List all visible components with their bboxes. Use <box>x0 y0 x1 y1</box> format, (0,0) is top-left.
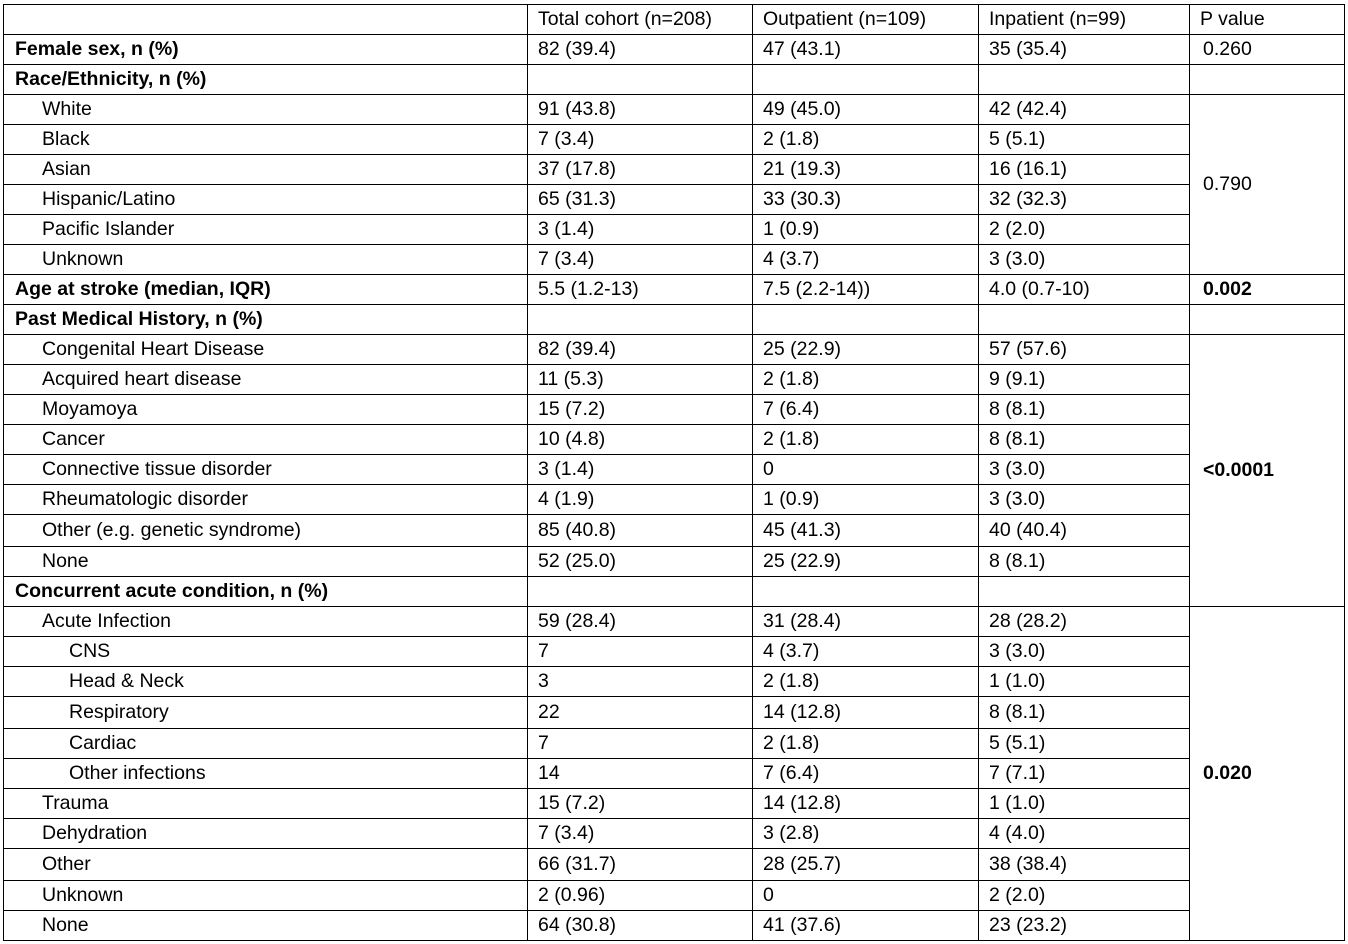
cell-inpatient <box>979 65 1190 95</box>
cell-outpatient: 0 <box>753 455 979 485</box>
cell-outpatient: 7 (6.4) <box>753 395 979 425</box>
section-label: Past Medical History, n (%) <box>4 305 528 335</box>
row-label: Respiratory <box>4 697 528 729</box>
cell-inpatient: 4 (4.0) <box>979 819 1190 849</box>
cell-inpatient: 5 (5.1) <box>979 729 1190 759</box>
cell-outpatient <box>753 577 979 607</box>
table-row <box>4 547 1345 577</box>
row-label: CNS <box>4 637 528 667</box>
cell-outpatient: 1 (0.9) <box>753 215 979 245</box>
cell-outpatient: 7 (6.4) <box>753 759 979 789</box>
cell-total: 82 (39.4) <box>528 35 753 65</box>
cell-total: 7 (3.4) <box>528 125 753 155</box>
header-cell-label <box>4 5 528 35</box>
row-label: Trauma <box>4 789 528 819</box>
cell-inpatient: 1 (1.0) <box>979 667 1190 697</box>
cell-total: 7 (3.4) <box>528 819 753 849</box>
cell-inpatient: 3 (3.0) <box>979 455 1190 485</box>
cell-total: 15 (7.2) <box>528 789 753 819</box>
cell-pvalue-pmh: <0.0001 <box>1190 335 1345 607</box>
cell-inpatient: 3 (3.0) <box>979 485 1190 515</box>
row-label: Age at stroke (median, IQR) <box>4 275 528 305</box>
cell-inpatient: 40 (40.4) <box>979 515 1190 547</box>
table-row <box>4 95 1345 125</box>
row-label: None <box>4 911 528 941</box>
table-row <box>4 425 1345 455</box>
table-row <box>4 185 1345 215</box>
cell-inpatient: 5 (5.1) <box>979 125 1190 155</box>
cell-total <box>528 305 753 335</box>
cell-total: 7 <box>528 637 753 667</box>
cell-inpatient: 28 (28.2) <box>979 607 1190 637</box>
row-label: Pacific Islander <box>4 215 528 245</box>
cell-total: 5.5 (1.2-13) <box>528 275 753 305</box>
cell-total <box>528 65 753 95</box>
header-cell-pvalue: P value <box>1190 5 1345 35</box>
cell-inpatient: 2 (2.0) <box>979 215 1190 245</box>
cell-outpatient: 21 (19.3) <box>753 155 979 185</box>
table-row <box>4 65 1345 95</box>
cell-outpatient: 25 (22.9) <box>753 547 979 577</box>
cell-inpatient: 35 (35.4) <box>979 35 1190 65</box>
row-label: Cardiac <box>4 729 528 759</box>
row-label: Other (e.g. genetic syndrome) <box>4 515 528 547</box>
cell-inpatient <box>979 577 1190 607</box>
table-row <box>4 155 1345 185</box>
cell-inpatient: 32 (32.3) <box>979 185 1190 215</box>
cell-inpatient: 23 (23.2) <box>979 911 1190 941</box>
section-label: Race/Ethnicity, n (%) <box>4 65 528 95</box>
row-label: Other <box>4 849 528 881</box>
table-row <box>4 125 1345 155</box>
table-row <box>4 697 1345 729</box>
cell-outpatient <box>753 65 979 95</box>
cell-total: 4 (1.9) <box>528 485 753 515</box>
cell-total: 66 (31.7) <box>528 849 753 881</box>
cell-outpatient: 49 (45.0) <box>753 95 979 125</box>
table-row <box>4 335 1345 365</box>
cell-total: 10 (4.8) <box>528 425 753 455</box>
cell-inpatient <box>979 305 1190 335</box>
cell-total: 37 (17.8) <box>528 155 753 185</box>
table-row <box>4 455 1345 485</box>
cell-outpatient: 2 (1.8) <box>753 125 979 155</box>
cell-total: 3 <box>528 667 753 697</box>
cell-total: 2 (0.96) <box>528 881 753 911</box>
cell-outpatient: 3 (2.8) <box>753 819 979 849</box>
row-label: Other infections <box>4 759 528 789</box>
cell-outpatient: 1 (0.9) <box>753 485 979 515</box>
row-label: Female sex, n (%) <box>4 35 528 65</box>
cell-total: 65 (31.3) <box>528 185 753 215</box>
cell-pvalue <box>1190 305 1345 335</box>
cell-inpatient: 1 (1.0) <box>979 789 1190 819</box>
header-cell-total: Total cohort (n=208) <box>528 5 753 35</box>
cell-inpatient: 42 (42.4) <box>979 95 1190 125</box>
cell-outpatient: 2 (1.8) <box>753 729 979 759</box>
cell-total: 91 (43.8) <box>528 95 753 125</box>
row-label: Connective tissue disorder <box>4 455 528 485</box>
cell-pvalue: 0.260 <box>1190 35 1345 65</box>
cell-inpatient: 8 (8.1) <box>979 395 1190 425</box>
cell-outpatient: 4 (3.7) <box>753 637 979 667</box>
table-row <box>4 35 1345 65</box>
cell-outpatient: 2 (1.8) <box>753 365 979 395</box>
row-label: Acute Infection <box>4 607 528 637</box>
cell-inpatient: 4.0 (0.7-10) <box>979 275 1190 305</box>
row-label: None <box>4 547 528 577</box>
cell-outpatient: 4 (3.7) <box>753 245 979 275</box>
cell-total: 3 (1.4) <box>528 215 753 245</box>
table-row <box>4 515 1345 547</box>
cell-outpatient: 14 (12.8) <box>753 789 979 819</box>
table-row <box>4 485 1345 515</box>
row-label: Unknown <box>4 881 528 911</box>
cell-inpatient: 8 (8.1) <box>979 547 1190 577</box>
table-row <box>4 849 1345 881</box>
row-label: Cancer <box>4 425 528 455</box>
table-row <box>4 275 1345 305</box>
row-label: Hispanic/Latino <box>4 185 528 215</box>
header-cell-inpatient: Inpatient (n=99) <box>979 5 1190 35</box>
cell-inpatient: 7 (7.1) <box>979 759 1190 789</box>
row-label: Asian <box>4 155 528 185</box>
row-label: Acquired heart disease <box>4 365 528 395</box>
cell-total: 82 (39.4) <box>528 335 753 365</box>
cell-inpatient: 38 (38.4) <box>979 849 1190 881</box>
table-row <box>4 667 1345 697</box>
row-label: Congenital Heart Disease <box>4 335 528 365</box>
cell-total: 7 <box>528 729 753 759</box>
table-row <box>4 881 1345 911</box>
table-row <box>4 789 1345 819</box>
cell-inpatient: 57 (57.6) <box>979 335 1190 365</box>
table-row <box>4 365 1345 395</box>
cell-outpatient: 41 (37.6) <box>753 911 979 941</box>
cell-pvalue-concurrent: 0.020 <box>1190 607 1345 941</box>
table-header-row <box>4 5 1345 35</box>
cell-total: 85 (40.8) <box>528 515 753 547</box>
cell-total: 7 (3.4) <box>528 245 753 275</box>
row-label: Dehydration <box>4 819 528 849</box>
cell-pvalue: 0.002 <box>1190 275 1345 305</box>
cell-pvalue-race: 0.790 <box>1190 95 1345 275</box>
table-row <box>4 819 1345 849</box>
cell-inpatient: 8 (8.1) <box>979 697 1190 729</box>
row-label: Black <box>4 125 528 155</box>
cell-total: 15 (7.2) <box>528 395 753 425</box>
cell-total <box>528 577 753 607</box>
cell-total: 64 (30.8) <box>528 911 753 941</box>
section-label: Concurrent acute condition, n (%) <box>4 577 528 607</box>
cell-inpatient: 3 (3.0) <box>979 245 1190 275</box>
cell-total: 52 (25.0) <box>528 547 753 577</box>
cell-outpatient: 0 <box>753 881 979 911</box>
demographics-table <box>3 4 1345 941</box>
cell-outpatient: 31 (28.4) <box>753 607 979 637</box>
cell-inpatient: 2 (2.0) <box>979 881 1190 911</box>
table-row <box>4 577 1345 607</box>
table-row <box>4 911 1345 941</box>
cell-total: 22 <box>528 697 753 729</box>
cell-outpatient: 33 (30.3) <box>753 185 979 215</box>
cell-total: 14 <box>528 759 753 789</box>
row-label: Unknown <box>4 245 528 275</box>
cell-outpatient: 25 (22.9) <box>753 335 979 365</box>
table-row <box>4 637 1345 667</box>
cell-outpatient: 14 (12.8) <box>753 697 979 729</box>
cell-outpatient: 45 (41.3) <box>753 515 979 547</box>
table-row <box>4 607 1345 637</box>
row-label: White <box>4 95 528 125</box>
cell-total: 3 (1.4) <box>528 455 753 485</box>
cell-inpatient: 3 (3.0) <box>979 637 1190 667</box>
cell-outpatient: 2 (1.8) <box>753 667 979 697</box>
table-row <box>4 305 1345 335</box>
cell-outpatient: 28 (25.7) <box>753 849 979 881</box>
table-row <box>4 395 1345 425</box>
table-row <box>4 729 1345 759</box>
cell-total: 59 (28.4) <box>528 607 753 637</box>
table-row <box>4 245 1345 275</box>
cell-inpatient: 16 (16.1) <box>979 155 1190 185</box>
header-cell-outpatient: Outpatient (n=109) <box>753 5 979 35</box>
cell-inpatient: 9 (9.1) <box>979 365 1190 395</box>
cell-outpatient: 2 (1.8) <box>753 425 979 455</box>
table-row <box>4 215 1345 245</box>
row-label: Moyamoya <box>4 395 528 425</box>
table-row <box>4 759 1345 789</box>
cell-pvalue <box>1190 65 1345 95</box>
cell-total: 11 (5.3) <box>528 365 753 395</box>
cell-inpatient: 8 (8.1) <box>979 425 1190 455</box>
row-label: Head & Neck <box>4 667 528 697</box>
cell-outpatient <box>753 305 979 335</box>
cell-outpatient: 7.5 (2.2-14)) <box>753 275 979 305</box>
cell-outpatient: 47 (43.1) <box>753 35 979 65</box>
row-label: Rheumatologic disorder <box>4 485 528 515</box>
